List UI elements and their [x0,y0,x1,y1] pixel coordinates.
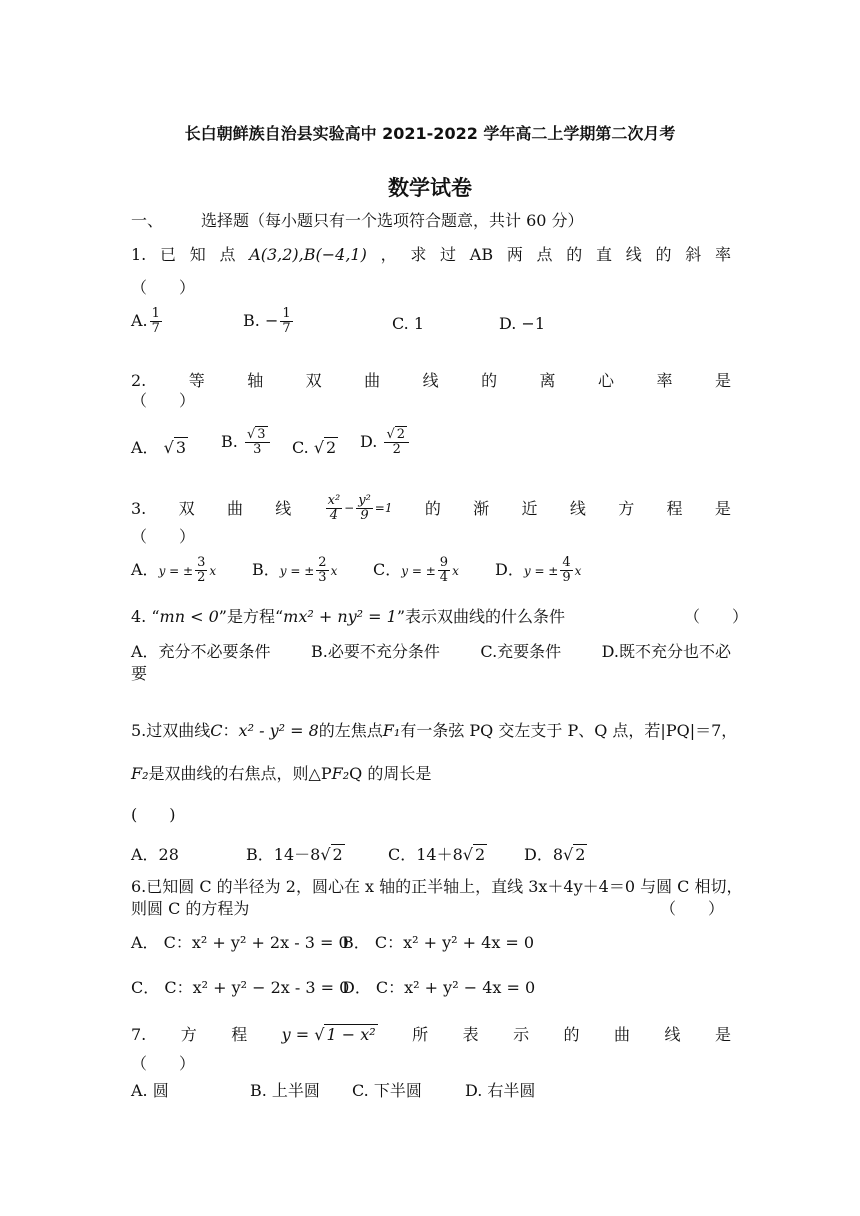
q1-word: 率 [714,245,731,264]
q7-word: 示 [513,1025,530,1044]
fraction [150,307,162,336]
radicand: 2 [326,438,337,457]
q1-option-a [131,307,164,336]
q5-text: 有一条弦 PQ 交左支于 P、Q 点，若|PQ|＝7， [400,721,738,740]
question-6-stem-line2: 则圆 C 的方程为 [131,899,250,918]
q1-word: 已 [159,245,176,264]
q4-option-d-continued: 要 [131,664,148,683]
q1-word: 两 [506,245,523,264]
q2-option-c: C. √ 2 [292,438,337,457]
q4-condition: mn < 0 [159,607,219,626]
option-label: A． [131,438,159,457]
q2-answer-paren: （ ） [131,391,196,410]
q1-word: 直 [596,245,613,264]
q5-option-a: A．28 [131,845,179,864]
fraction: $\frac{√ 2}{2}$ [384,428,409,457]
option-label: B. [221,432,238,451]
fraction [560,556,572,585]
section-text: 选择题（每小题只有一个选项符合题意，共计 60 分） [201,211,584,230]
fraction: $\frac{√ 3}{3}$ [245,428,270,457]
q1-word: 的 [566,245,583,264]
q3-answer-paren: （ ） [131,527,196,546]
question-4-stem [131,606,731,628]
equation-rhs: =1 [374,501,393,515]
q5-text: 5.过双曲线 [131,721,211,740]
q4-option-c: C.充要条件 [480,642,562,661]
q1-answer-paren: （ ） [131,278,196,297]
option-label: B. [243,311,260,330]
q2-word: 2. [131,371,147,390]
denominator: 4 [329,508,339,523]
q4-text: ”是方程“ [218,607,284,626]
denominator: 3 [253,442,262,457]
denominator: 2 [197,570,206,585]
q5-curve: C [210,721,223,740]
option-label: B． [252,560,280,579]
denominator: 3 [318,570,327,585]
numerator: 4 [562,555,571,570]
q3-word: 线 [275,498,292,518]
equation-prefix: y = ± [523,564,559,578]
q5-text: 的左焦点 [318,721,383,740]
exam-header-title: 长白朝鲜族自治县实验高中 2021-2022 学年高二上学期第二次月考 [184,124,676,143]
denominator: 7 [151,321,160,336]
q7-option-d: D. 右半圆 [465,1081,536,1100]
q2-option-d [360,428,411,457]
q7-equation: y = √ 1 − x² [281,1025,376,1044]
equation-prefix: y = ± [279,564,315,578]
q1-option-b [243,307,295,336]
option-label: D．8 [524,845,564,864]
numerator: 1 [282,306,291,321]
q3-word: 3. [131,498,147,518]
q7-word: 曲 [614,1025,631,1044]
question-7-stem [131,1024,731,1046]
numerator: 9 [439,555,449,570]
q1-word: 知 [189,245,206,264]
q4-option-b: B.必要不充分条件 [311,642,440,661]
q3-word: 渐 [473,498,490,518]
minus-sign: − [264,311,279,330]
q7-word: 表 [462,1025,479,1044]
q7-word: 方 [180,1025,197,1044]
q4-answer-paren: （ ） [684,607,749,626]
q2-word: 轴 [247,371,264,390]
option-label: A． [131,560,159,579]
question-1-stem [131,244,731,266]
q5-option-d: D．8√ 2 [524,845,586,864]
equation-prefix: y = [281,1025,310,1044]
variable: x [209,564,217,578]
q5-text: ： [222,721,239,740]
q3-option-d [495,556,581,585]
radicand: 1 − x² [326,1025,376,1044]
q3-option-c [373,556,459,585]
equation-prefix: y = ± [158,564,194,578]
q1-word: 斜 [685,245,702,264]
q1-word: 的 [655,245,672,264]
q7-answer-paren: （ ） [131,1054,196,1073]
q2-option-a: A． √ 3 [131,438,187,457]
q3-option-b [252,556,337,585]
fraction [280,307,292,336]
radicand: 2 [396,427,406,442]
subject-title: 数学试卷 [388,176,472,200]
q4-text: ”表示双曲线的什么条件 [396,607,566,626]
q2-option-b [221,428,272,457]
q1-option-c: C. 1 [392,314,425,333]
numerator: x² [327,493,341,508]
q1-points: A(3,2),B(−4,1) [249,245,367,264]
denominator: 2 [392,442,401,457]
q2-word: 双 [305,371,322,390]
numerator: 3 [197,555,206,570]
option-label: D. [360,432,378,451]
radicand: 2 [332,845,343,864]
q3-word: 的 [424,498,441,518]
q1-word: AB [469,245,494,264]
numerator: 2 [318,555,327,570]
q7-option-b: B. 上半圆 [250,1081,320,1100]
q1-word: 求 [410,245,427,264]
q2-word: 线 [422,371,439,390]
q3-word: 双 [178,498,195,518]
q1-word: 点 [219,245,236,264]
option-label: A. [131,311,148,330]
q4-text: 4. “ [131,607,160,626]
fraction [438,556,450,585]
q1-word: 线 [625,245,642,264]
fraction [195,556,207,585]
q1-word: 点 [536,245,553,264]
variable: x [452,564,459,578]
q1-word: 1. [131,245,147,264]
radicand: 3 [257,427,266,442]
denominator: 9 [360,508,369,523]
q6-option-b: B． C：x² + y² + 4x = 0 [342,933,535,952]
radicand: 2 [575,845,586,864]
q3-word: 程 [666,498,683,518]
q6-answer-paren: （ ） [660,899,725,918]
q5-focus-1: F₁ [382,721,401,740]
q2-word: 等 [188,371,205,390]
q7-word: 所 [412,1025,429,1044]
q2-word: 曲 [364,371,381,390]
question-2-stem [131,370,731,392]
q4-equation: mx² + ny² = 1 [283,607,397,626]
q3-word: 近 [521,498,538,518]
q6-option-d: D． C：x² + y² − 4x = 0 [342,978,536,997]
q7-word: 程 [231,1025,248,1044]
q5-focus-2: F₂ [131,764,149,783]
q7-option-a: A. 圆 [131,1081,169,1100]
q5-equation: x² - y² = 8 [238,721,319,740]
q6-option-a: A． C：x² + y² + 2x - 3 = 0 [131,933,349,952]
q5-text: Q 的周长是 [349,764,432,783]
q5-option-c: C．14＋8√ 2 [388,845,486,864]
variable: x [574,564,582,578]
q2-word: 是 [714,371,731,390]
q7-word: 是 [714,1025,731,1044]
q5-text: 是双曲线的右焦点，则△P [148,764,332,783]
q7-word: 的 [563,1025,580,1044]
fraction [316,556,328,585]
option-label: C． [373,560,402,579]
q3-word: 是 [714,498,731,518]
question-6-stem: 6.已知圆 C 的半径为 2，圆心在 x 轴的正半轴上，直线 3x＋4y＋4＝0 与圆 C 相切， [131,877,743,896]
equation-prefix: y = ± [401,564,436,578]
radicand: 2 [475,845,486,864]
denominator: 9 [562,570,571,585]
question-5-stem-line2 [131,763,731,785]
q6-option-c: C． C：x² + y² − 2x - 3 = 0 [131,978,350,997]
question-5-stem [131,720,738,742]
denominator: 4 [439,570,449,585]
q3-option-a [131,556,216,585]
q5-focus-2: F₂ [331,764,350,783]
q1-option-d: D. −1 [499,314,546,333]
denominator: 7 [282,321,291,336]
q4-option-d: D.既不充分也不必 [601,642,731,661]
q5-answer-paren: ( ) [131,805,176,824]
q4-option-a: A．充分不必要条件 [131,642,271,661]
q2-word: 的 [481,371,498,390]
q1-word: 过 [440,245,457,264]
option-label: B．14－8 [246,845,321,864]
q1-word: ， [380,245,397,264]
q2-word: 率 [656,371,673,390]
q2-word: 心 [598,371,615,390]
q3-word: 线 [569,498,586,518]
section-heading [131,210,731,232]
numerator: 1 [151,306,160,321]
option-label: C. [292,438,309,457]
q7-option-c: C. 下半圆 [352,1081,422,1100]
section-numeral: 一、 [131,211,164,230]
q3-word: 方 [618,498,635,518]
q5-option-b: B．14－8√ 2 [246,845,343,864]
numerator: y² [358,493,371,508]
variable: x [330,564,338,578]
option-label: D． [495,560,524,579]
q2-word: 离 [539,371,556,390]
q3-equation: $\frac{\text{x²}}{4}$ − $\frac{\text{y²}}{9}$ =1 [327,493,393,523]
q7-word: 线 [664,1025,681,1044]
option-label: C．14＋8 [388,845,463,864]
radicand: 3 [175,438,187,457]
q7-word: 7. [131,1025,147,1044]
q4-options [131,641,731,663]
question-3-stem [131,494,731,523]
q3-word: 曲 [226,498,243,518]
